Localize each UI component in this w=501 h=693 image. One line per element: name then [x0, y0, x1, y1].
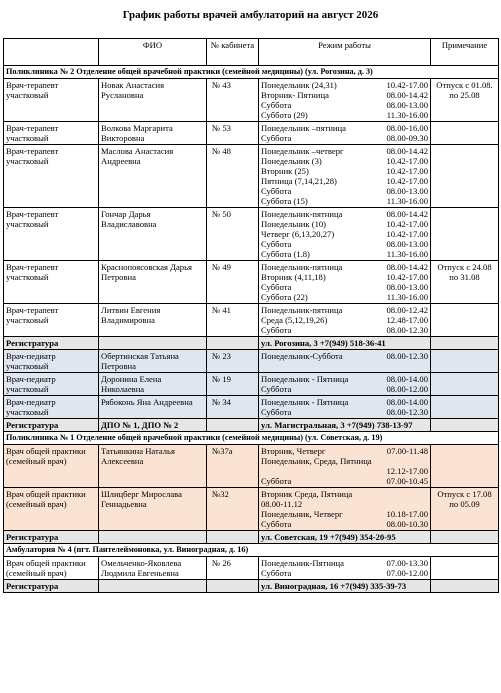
- row-note: [431, 122, 499, 145]
- schedule-day: Вторник, Четверг: [261, 446, 326, 456]
- schedule-time: 08.00-14.00: [386, 397, 428, 407]
- work-schedule: [259, 350, 431, 373]
- schedule-time: 08.00-12.30: [386, 351, 428, 361]
- registry-address: ул. Магистральная, 3 +7(949) 738-13-97: [259, 419, 431, 432]
- doctor-row: [4, 304, 499, 337]
- schedule-day: Суббота: [261, 476, 292, 486]
- work-schedule: [259, 208, 431, 261]
- schedule-day: Четверг (6,13,20,27): [261, 229, 335, 239]
- doctor-role: Врач-терапевт участковый: [4, 145, 99, 208]
- work-schedule: [259, 373, 431, 396]
- doctor-name: Обертинская Татьяна Петровна: [99, 350, 207, 373]
- schedule-line: [261, 176, 428, 186]
- header-cabinet: № кабинета: [207, 39, 259, 66]
- schedule-time: 08.00-12.00: [386, 384, 428, 394]
- schedule-line: [261, 156, 428, 166]
- schedule-day: Суббота: [261, 186, 292, 196]
- schedule-day: 08.00-11.12: [261, 499, 303, 509]
- schedule-time: 08.00-13.00: [386, 186, 428, 196]
- schedule-time: 08.00-10.30: [386, 519, 428, 529]
- cabinet-number: № 26: [207, 557, 259, 580]
- row-note: Отпуск с 01.08. по 25.08: [431, 79, 499, 122]
- cabinet-number: [207, 531, 259, 544]
- schedule-line: [261, 305, 428, 315]
- work-schedule: [259, 79, 431, 122]
- doctor-row: [4, 488, 499, 531]
- registry-row: [4, 531, 499, 544]
- schedule-day: Понедельник-пятница: [261, 262, 343, 272]
- schedule-line: [261, 384, 428, 394]
- row-note: [431, 350, 499, 373]
- doctor-row: [4, 122, 499, 145]
- schedule-day: Суббота: [261, 239, 292, 249]
- doctor-row: [4, 396, 499, 419]
- cabinet-number: №37а: [207, 445, 259, 488]
- schedule-time: 10.42-17.00: [386, 156, 428, 166]
- doctor-name: Омельченко-Яковлева Людмила Евгеньевна: [99, 557, 207, 580]
- doctor-row: [4, 208, 499, 261]
- doctor-role: Врач общей практики (семейный врач): [4, 557, 99, 580]
- schedule-line: [261, 100, 428, 110]
- schedule-line: [261, 282, 428, 292]
- schedule-time: 08.00-12.30: [386, 325, 428, 335]
- schedule-line: [261, 292, 428, 302]
- row-note: Отпуск с 24.08 по 31.08: [431, 261, 499, 304]
- schedule-time: 08.00-12.30: [386, 407, 428, 417]
- registry-row: [4, 580, 499, 593]
- cabinet-number: № 48: [207, 145, 259, 208]
- schedule-time: 08.00-14.00: [386, 374, 428, 384]
- schedule-day: Вторник (4,11,18): [261, 272, 326, 282]
- registry-row: [4, 419, 499, 432]
- header-mode: Режим работы: [259, 39, 431, 66]
- row-note: [431, 531, 499, 544]
- row-note: Отпуск с 17.08 по 05.09: [431, 488, 499, 531]
- schedule-table: [3, 38, 499, 593]
- doctor-name: Татьянкина Наталья Алексеевна: [99, 445, 207, 488]
- schedule-line: [261, 123, 428, 133]
- registry-label: Регистратура: [4, 580, 99, 593]
- schedule-time: 08.00-14.42: [386, 90, 428, 100]
- schedule-time: 08.00-16.00: [386, 123, 428, 133]
- schedule-line: [261, 90, 428, 100]
- schedule-line: [261, 568, 428, 578]
- work-schedule: [259, 488, 431, 531]
- schedule-line: [261, 219, 428, 229]
- header-name: ФИО: [99, 39, 207, 66]
- schedule-time: 10.42-17.00: [386, 166, 428, 176]
- section-heading: Поликлиника № 2 Отделение общей врачебной практики (семейной медицины) (ул. Рогозина, д. 3): [4, 66, 499, 79]
- doctor-row: [4, 79, 499, 122]
- doctor-name: Новак Анастасия Руслановна: [99, 79, 207, 122]
- schedule-time: 08.00-13.00: [386, 100, 428, 110]
- schedule-day: Среда (5,12,19,26): [261, 315, 328, 325]
- schedule-line: [261, 374, 428, 384]
- schedule-time: 11.30-16.00: [386, 196, 428, 206]
- schedule-day: Понедельник (24,31): [261, 80, 337, 90]
- doctor-name: Доронина Елена Николаевна: [99, 373, 207, 396]
- cabinet-number: № 43: [207, 79, 259, 122]
- schedule-time: 10.42-17.00: [386, 176, 428, 186]
- schedule-time: 08.00-13.00: [386, 239, 428, 249]
- schedule-time: 12.12-17.00: [386, 466, 428, 476]
- schedule-day: Суббота (22): [261, 292, 308, 302]
- doctor-name: Шлицберг Мирослава Геннадьевна: [99, 488, 207, 531]
- work-schedule: [259, 304, 431, 337]
- schedule-time: 11.30-16.00: [386, 249, 428, 259]
- cabinet-number: № 49: [207, 261, 259, 304]
- schedule-line: [261, 186, 428, 196]
- schedule-day: Суббота: [261, 519, 292, 529]
- schedule-day: Суббота: [261, 407, 292, 417]
- schedule-line: [261, 209, 428, 219]
- doctor-role: Врач-терапевт участковый: [4, 122, 99, 145]
- schedule-day: Понедельник, Четверг: [261, 509, 343, 519]
- registry-address: ул. Советская, 19 +7(949) 354-20-95: [259, 531, 431, 544]
- doctor-name: Волкова Маргарита Викторовна: [99, 122, 207, 145]
- cabinet-number: [207, 419, 259, 432]
- doctor-row: [4, 445, 499, 488]
- row-note: [431, 396, 499, 419]
- doctor-role: Врач-терапевт участковый: [4, 79, 99, 122]
- schedule-day: Суббота (1.8): [261, 249, 310, 259]
- schedule-day: Суббота (29): [261, 110, 308, 120]
- schedule-time: 08.00-13.00: [386, 282, 428, 292]
- schedule-time: 08.00-12.42: [386, 305, 428, 315]
- registry-label: Регистратура: [4, 419, 99, 432]
- doctor-row: [4, 145, 499, 208]
- doctor-name: Литвин Евгения Владимировна: [99, 304, 207, 337]
- schedule-time: 08.00-14.42: [386, 262, 428, 272]
- registry-units: [99, 337, 207, 350]
- schedule-line: [261, 476, 428, 486]
- cabinet-number: № 34: [207, 396, 259, 419]
- schedule-line: [261, 262, 428, 272]
- schedule-line: [261, 407, 428, 417]
- schedule-day: Суббота: [261, 325, 292, 335]
- schedule-day: Суббота: [261, 568, 292, 578]
- doctor-role: Врач-терапевт участковый: [4, 261, 99, 304]
- row-note: [431, 557, 499, 580]
- schedule-time: 10.42-17.00: [386, 219, 428, 229]
- schedule-time: 11.30-16.00: [386, 110, 428, 120]
- schedule-line: [261, 446, 428, 456]
- schedule-day: Понедельник (3): [261, 156, 322, 166]
- schedule-line: [261, 466, 428, 476]
- schedule-line: [261, 196, 428, 206]
- header-note: Примечание: [431, 39, 499, 66]
- schedule-line: [261, 239, 428, 249]
- schedule-time: 10.18-17.00: [386, 509, 428, 519]
- schedule-line: [261, 499, 428, 509]
- work-schedule: [259, 396, 431, 419]
- row-note: [431, 145, 499, 208]
- schedule-day: Понедельник-пятница: [261, 305, 343, 315]
- doctor-row: [4, 557, 499, 580]
- schedule-day: Понедельник-пятница: [261, 209, 343, 219]
- schedule-day: Понедельник - Пятница: [261, 374, 349, 384]
- cabinet-number: [207, 337, 259, 350]
- header-row: [4, 39, 499, 66]
- row-note: [431, 445, 499, 488]
- doctor-role: Врач-педиатр участковый: [4, 373, 99, 396]
- schedule-line: [261, 110, 428, 120]
- header-role: [4, 39, 99, 66]
- row-note: [431, 337, 499, 350]
- section-heading: Амбулатория № 4 (пгт. Пантелеймоновка, ул. Виноградная, д. 16): [4, 544, 499, 557]
- schedule-line: [261, 489, 428, 499]
- section-heading-row: [4, 432, 499, 445]
- row-note: [431, 419, 499, 432]
- schedule-time: 10.42-17.00: [386, 272, 428, 282]
- schedule-day: Суббота: [261, 133, 292, 143]
- doctor-name: Маслова Анастасия Андреевна: [99, 145, 207, 208]
- work-schedule: [259, 145, 431, 208]
- work-schedule: [259, 557, 431, 580]
- cabinet-number: № 41: [207, 304, 259, 337]
- work-schedule: [259, 445, 431, 488]
- schedule-day: Суббота: [261, 100, 292, 110]
- doctor-role: Врач-терапевт участковый: [4, 304, 99, 337]
- section-heading-row: [4, 544, 499, 557]
- schedule-time: 08.00-14.42: [386, 146, 428, 156]
- schedule-line: [261, 146, 428, 156]
- registry-address: ул. Виноградная, 16 +7(949) 335-39-73: [259, 580, 431, 593]
- page-title: График работы врачей амбулаторий на август 2026: [122, 9, 379, 21]
- cabinet-number: № 53: [207, 122, 259, 145]
- schedule-time: 07.00-12.00: [386, 568, 428, 578]
- schedule-line: [261, 249, 428, 259]
- registry-label: Регистратура: [4, 531, 99, 544]
- registry-row: [4, 337, 499, 350]
- schedule-time: 10.42-17.00: [386, 229, 428, 239]
- section-heading-row: [4, 66, 499, 79]
- registry-address: ул. Рогозина, 3 +7(949) 518-36-41: [259, 337, 431, 350]
- schedule-line: [261, 519, 428, 529]
- doctor-row: [4, 261, 499, 304]
- cabinet-number: № 19: [207, 373, 259, 396]
- schedule-day: Понедельник –пятница: [261, 123, 346, 133]
- work-schedule: [259, 261, 431, 304]
- doctor-name: Краснопоясовская Дарья Петровна: [99, 261, 207, 304]
- row-note: [431, 580, 499, 593]
- registry-units: ДПО № 1, ДПО № 2: [99, 419, 207, 432]
- cabinet-number: № 23: [207, 350, 259, 373]
- doctor-name: Рябоконь Яна Андреевна: [99, 396, 207, 419]
- work-schedule: [259, 122, 431, 145]
- schedule-line: [261, 166, 428, 176]
- schedule-line: [261, 351, 428, 361]
- schedule-line: [261, 229, 428, 239]
- registry-units: [99, 531, 207, 544]
- schedule-line: [261, 558, 428, 568]
- cabinet-number: [207, 580, 259, 593]
- schedule-time: 08.00-09.30: [386, 133, 428, 143]
- schedule-time: 07.00-11.48: [386, 446, 428, 456]
- schedule-line: [261, 325, 428, 335]
- schedule-line: [261, 456, 428, 466]
- doctor-row: [4, 373, 499, 396]
- registry-label: Регистратура: [4, 337, 99, 350]
- registry-units: [99, 580, 207, 593]
- schedule-day: Суббота (15): [261, 196, 308, 206]
- row-note: [431, 373, 499, 396]
- schedule-day: Понедельник-Суббота: [261, 351, 343, 361]
- schedule-line: [261, 315, 428, 325]
- row-note: [431, 304, 499, 337]
- doctor-role: Врач общей практики (семейный врач): [4, 445, 99, 488]
- section-heading: Поликлиника № 1 Отделение общей врачебной практики (семейной медицины) (ул. Советская, д. 19): [4, 432, 499, 445]
- schedule-day: Вторник- Пятница: [261, 90, 329, 100]
- schedule-time: 07.00-13.30: [386, 558, 428, 568]
- schedule-time: 12.48-17.00: [386, 315, 428, 325]
- schedule-time: 11.30-16.00: [386, 292, 428, 302]
- row-note: [431, 208, 499, 261]
- schedule-day: Пятница (7,14,21,28): [261, 176, 337, 186]
- schedule-time: 10.42-17.00: [386, 80, 428, 90]
- schedule-day: Понедельник (10): [261, 219, 327, 229]
- doctor-role: Врач общей практики (семейный врач): [4, 488, 99, 531]
- schedule-time: 08.00-14.42: [386, 209, 428, 219]
- schedule-day: Понедельник - Пятница: [261, 397, 349, 407]
- cabinet-number: № 50: [207, 208, 259, 261]
- schedule-day: Вторник (25): [261, 166, 309, 176]
- schedule-day: Понедельник, Среда, Пятница: [261, 456, 372, 466]
- schedule-time: 07.00-10.45: [386, 476, 428, 486]
- schedule-line: [261, 80, 428, 90]
- doctor-role: Врач-педиатр участковый: [4, 396, 99, 419]
- schedule-day: Понедельник –четверг: [261, 146, 344, 156]
- schedule-line: [261, 509, 428, 519]
- schedule-day: Понедельник-Пятница: [261, 558, 344, 568]
- schedule-line: [261, 133, 428, 143]
- schedule-day: Суббота: [261, 384, 292, 394]
- schedule-line: [261, 397, 428, 407]
- doctor-role: Врач-терапевт участковый: [4, 208, 99, 261]
- doctor-role: Врач-педиатр участковый: [4, 350, 99, 373]
- schedule-day: Суббота: [261, 282, 292, 292]
- schedule-line: [261, 272, 428, 282]
- doctor-row: [4, 350, 499, 373]
- doctor-name: Гончар Дарья Владиславовна: [99, 208, 207, 261]
- schedule-body: [4, 66, 499, 593]
- cabinet-number: №32: [207, 488, 259, 531]
- schedule-day: Вторник Среда, Пятница: [261, 489, 353, 499]
